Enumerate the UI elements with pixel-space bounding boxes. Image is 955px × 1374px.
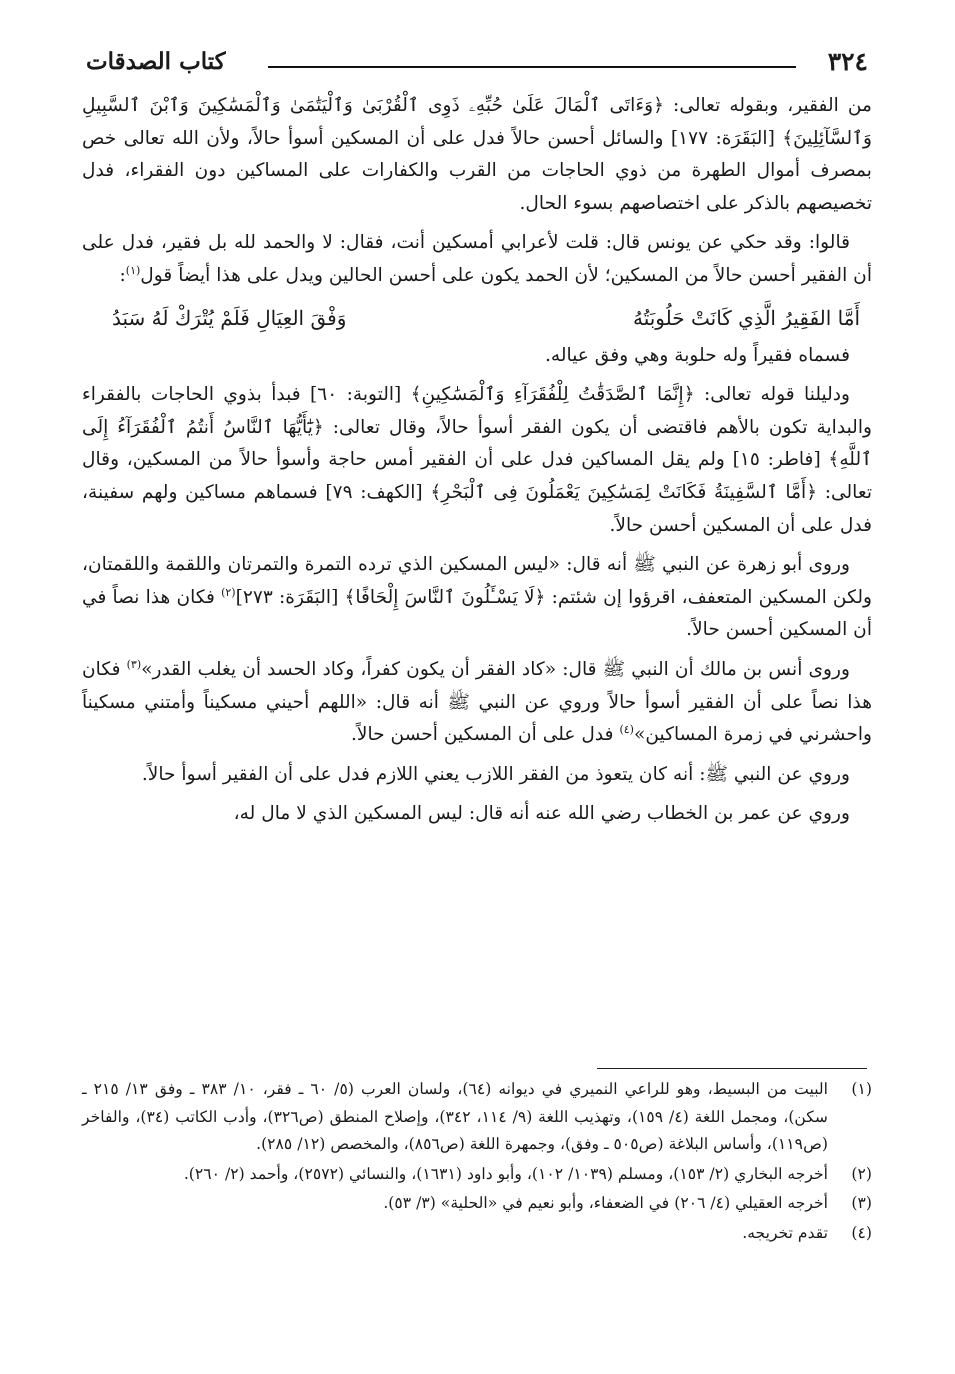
footnote-number: (٣) xyxy=(851,1194,872,1212)
paragraph xyxy=(82,227,872,292)
footnote-text: تقدم تخريجه. xyxy=(742,1223,828,1242)
page-number: ٣٢٤ xyxy=(827,47,868,76)
paragraph: وروي عن النبي ﷺ: أنه كان يتعوذ من الفقر اللازب يعني اللازم فدل على أن الفقير أسوأ حالاً. xyxy=(141,763,850,785)
paragraph-text: : xyxy=(119,264,126,286)
footnote-text: البيت من البسيط، وهو للراعي النميري في ديوانه (٦٤)، ولسان العرب (٥/ ٦٠ ـ فقر، ١٠/ ٣٨٣ ـ وفق ١٣/ ٢١٥ ـ سكن)، ومجمل اللغة (٤/ ١٥٩)، وتهذيب اللغة (٩/ ١١٤، ٣٤٢)، وإصلاح المنطق (ص٣٢٦)، وأدب الكاتب (٣٤)، والفاخر (ص١١٩)، وأساس البلاغة (ص٥٠٥ ـ وفق)، وجمهرة اللغة (ص٨٥٦)، والمخصص (١٢/ ٢٨٥). xyxy=(82,1080,828,1153)
footnote-ref: (٢) xyxy=(221,585,236,599)
main-text xyxy=(82,90,872,838)
footnote xyxy=(82,1161,872,1189)
footnote-ref: (٣) xyxy=(126,657,142,671)
poem-verse xyxy=(112,300,860,336)
poem-hemistich-left: وَفْقَ العِيَالِ فَلَمْ يُتْرَكْ لَهُ سَبَدُ xyxy=(112,305,347,330)
paragraph-text: فكان هذا نصاً على أن الفقير أسوأ حالاً وروي عن النبي ﷺ أنه قال: «اللهم أحيني مسكيناً وأمتني مسكيناً واحشرني في زمرة المساكين» xyxy=(82,658,872,746)
paragraph-text: وروى أنس بن مالك أن النبي ﷺ قال: «كاد الفقر أن يكون كفراً، وكاد الحسد أن يغلب القدر» xyxy=(141,658,850,680)
footnote-text: أخرجه العقيلي (٤/ ٢٠٦) في الضعفاء، وأبو نعيم في «الحلية» (٣/ ٥٣). xyxy=(383,1194,828,1212)
footnote xyxy=(82,1190,872,1218)
footnote-ref: (١) xyxy=(125,263,141,277)
paragraph-text: فدل على أن المسكين أحسن حالاً. xyxy=(350,724,620,746)
footnote-number: (٤) xyxy=(851,1223,872,1242)
footnote-ref: (٤) xyxy=(619,722,634,736)
paragraph: فسماه فقيراً وله حلوبة وهي وفق عياله. xyxy=(544,344,850,366)
book-title: كتاب الصدقات xyxy=(86,48,226,75)
paragraph: وروي عن عمر بن الخطاب رضي الله عنه أنه قال: ليس المسكين الذي لا مال له، xyxy=(233,803,850,825)
paragraph xyxy=(82,549,872,647)
paragraph: ودليلنا قوله تعالى: ﴿إِنَّمَا ٱلصَّدَقَٰتُ لِلْفُقَرَآءِ وَٱلْمَسَٰكِينِ﴾ [التوبة: ٦٠] فبدأ بذوي الحاجات بالفقراء والبداية تكون بالأهم فاقتضى أن يكون الفقر أسوأ حالاً، وقال تعالى: ﴿يَٰٓأَيُّهَا ٱلنَّاسُ أَنتُمُ ٱلْفُقَرَآءُ إِلَى ٱللَّهِ﴾ [فاطر: ١٥] ولم يقل المساكين فدل على أن الفقير أمس حاجة وأسوأ حالاً من المسكين، وقال تعالى: ﴿أَمَّا ٱلسَّفِينَةُ فَكَانَتْ لِمَسَٰكِينَ يَعْمَلُونَ فِى ٱلْبَحْرِ﴾ [الكهف: ٧٩] فسماهم مساكين ولهم سفينة، فدل على أن المسكين أحسن حالاً. xyxy=(82,384,873,536)
paragraph: من الفقير، وبقوله تعالى: ﴿وَءَاتَى ٱلْمَالَ عَلَىٰ حُبِّهِۦ ذَوِى ٱلْقُرْبَىٰ وَٱلْيَتَٰمَىٰ وَٱلْمَسَٰكِينَ وَٱبْنَ ٱلسَّبِيلِ وَٱلسَّآئِلِينَ﴾ [البَقَرَة: ١٧٧] والسائل أحسن حالاً فدل على أن المسكين أسوأ حالاً، ولأن الله تعالى خص بمصرف أموال الطهرة من ذوي الحاجات من القرب والكفارات على المساكين دون الفقراء، فدل تخصيصهم بالذكر على اختصاصهم بسوء الحال. xyxy=(82,95,873,214)
footnote xyxy=(82,1076,872,1159)
footnote-number: (٢) xyxy=(851,1164,872,1183)
poem-hemistich-right: أَمَّا الفَقِيرُ الَّذِي كَانَتْ حَلُوبَتُهُ xyxy=(632,305,860,330)
paragraph-text: قالوا: وقد حكي عن يونس قال: قلت لأعرابي أمسكين أنت، فقال: لا والحمد لله بل فقير، فدل على أن الفقير أحسن حالاً من المسكين؛ لأن الحمد يكون على أحسن الحالين ويدل على هذا أيضاً قول xyxy=(82,232,872,286)
paragraph-text: وروى أبو زهرة عن النبي ﷺ أنه قال: «ليس المسكين الذي ترده التمرة والتمرتان واللقمة واللقمتان، ولكن المسكين المتعفف، اقرؤوا إن شئتم: ﴿لَا يَسْـَٔلُونَ ٱلنَّاسَ إِلْحَافًا﴾ [البَقَرَة: ٢٧٣] xyxy=(82,554,872,608)
footnote-number: (١) xyxy=(851,1080,872,1098)
header-rule xyxy=(268,66,796,68)
page-header xyxy=(86,42,868,82)
paragraph-text: فكان هذا نصاً في أن المسكين أحسن حالاً. xyxy=(82,586,872,641)
footnotes xyxy=(82,1076,872,1249)
paragraph xyxy=(82,654,872,752)
footnote-text: أخرجه البخاري (٢/ ١٥٣)، ومسلم (١٠٣٩/ ١٠٢)، وأبو داود (١٦٣١)، والنسائي (٢٥٧٢)، وأحمد (٢/ ٢٦٠). xyxy=(183,1164,828,1183)
footnote xyxy=(82,1220,872,1248)
footnote-separator xyxy=(597,1068,867,1069)
